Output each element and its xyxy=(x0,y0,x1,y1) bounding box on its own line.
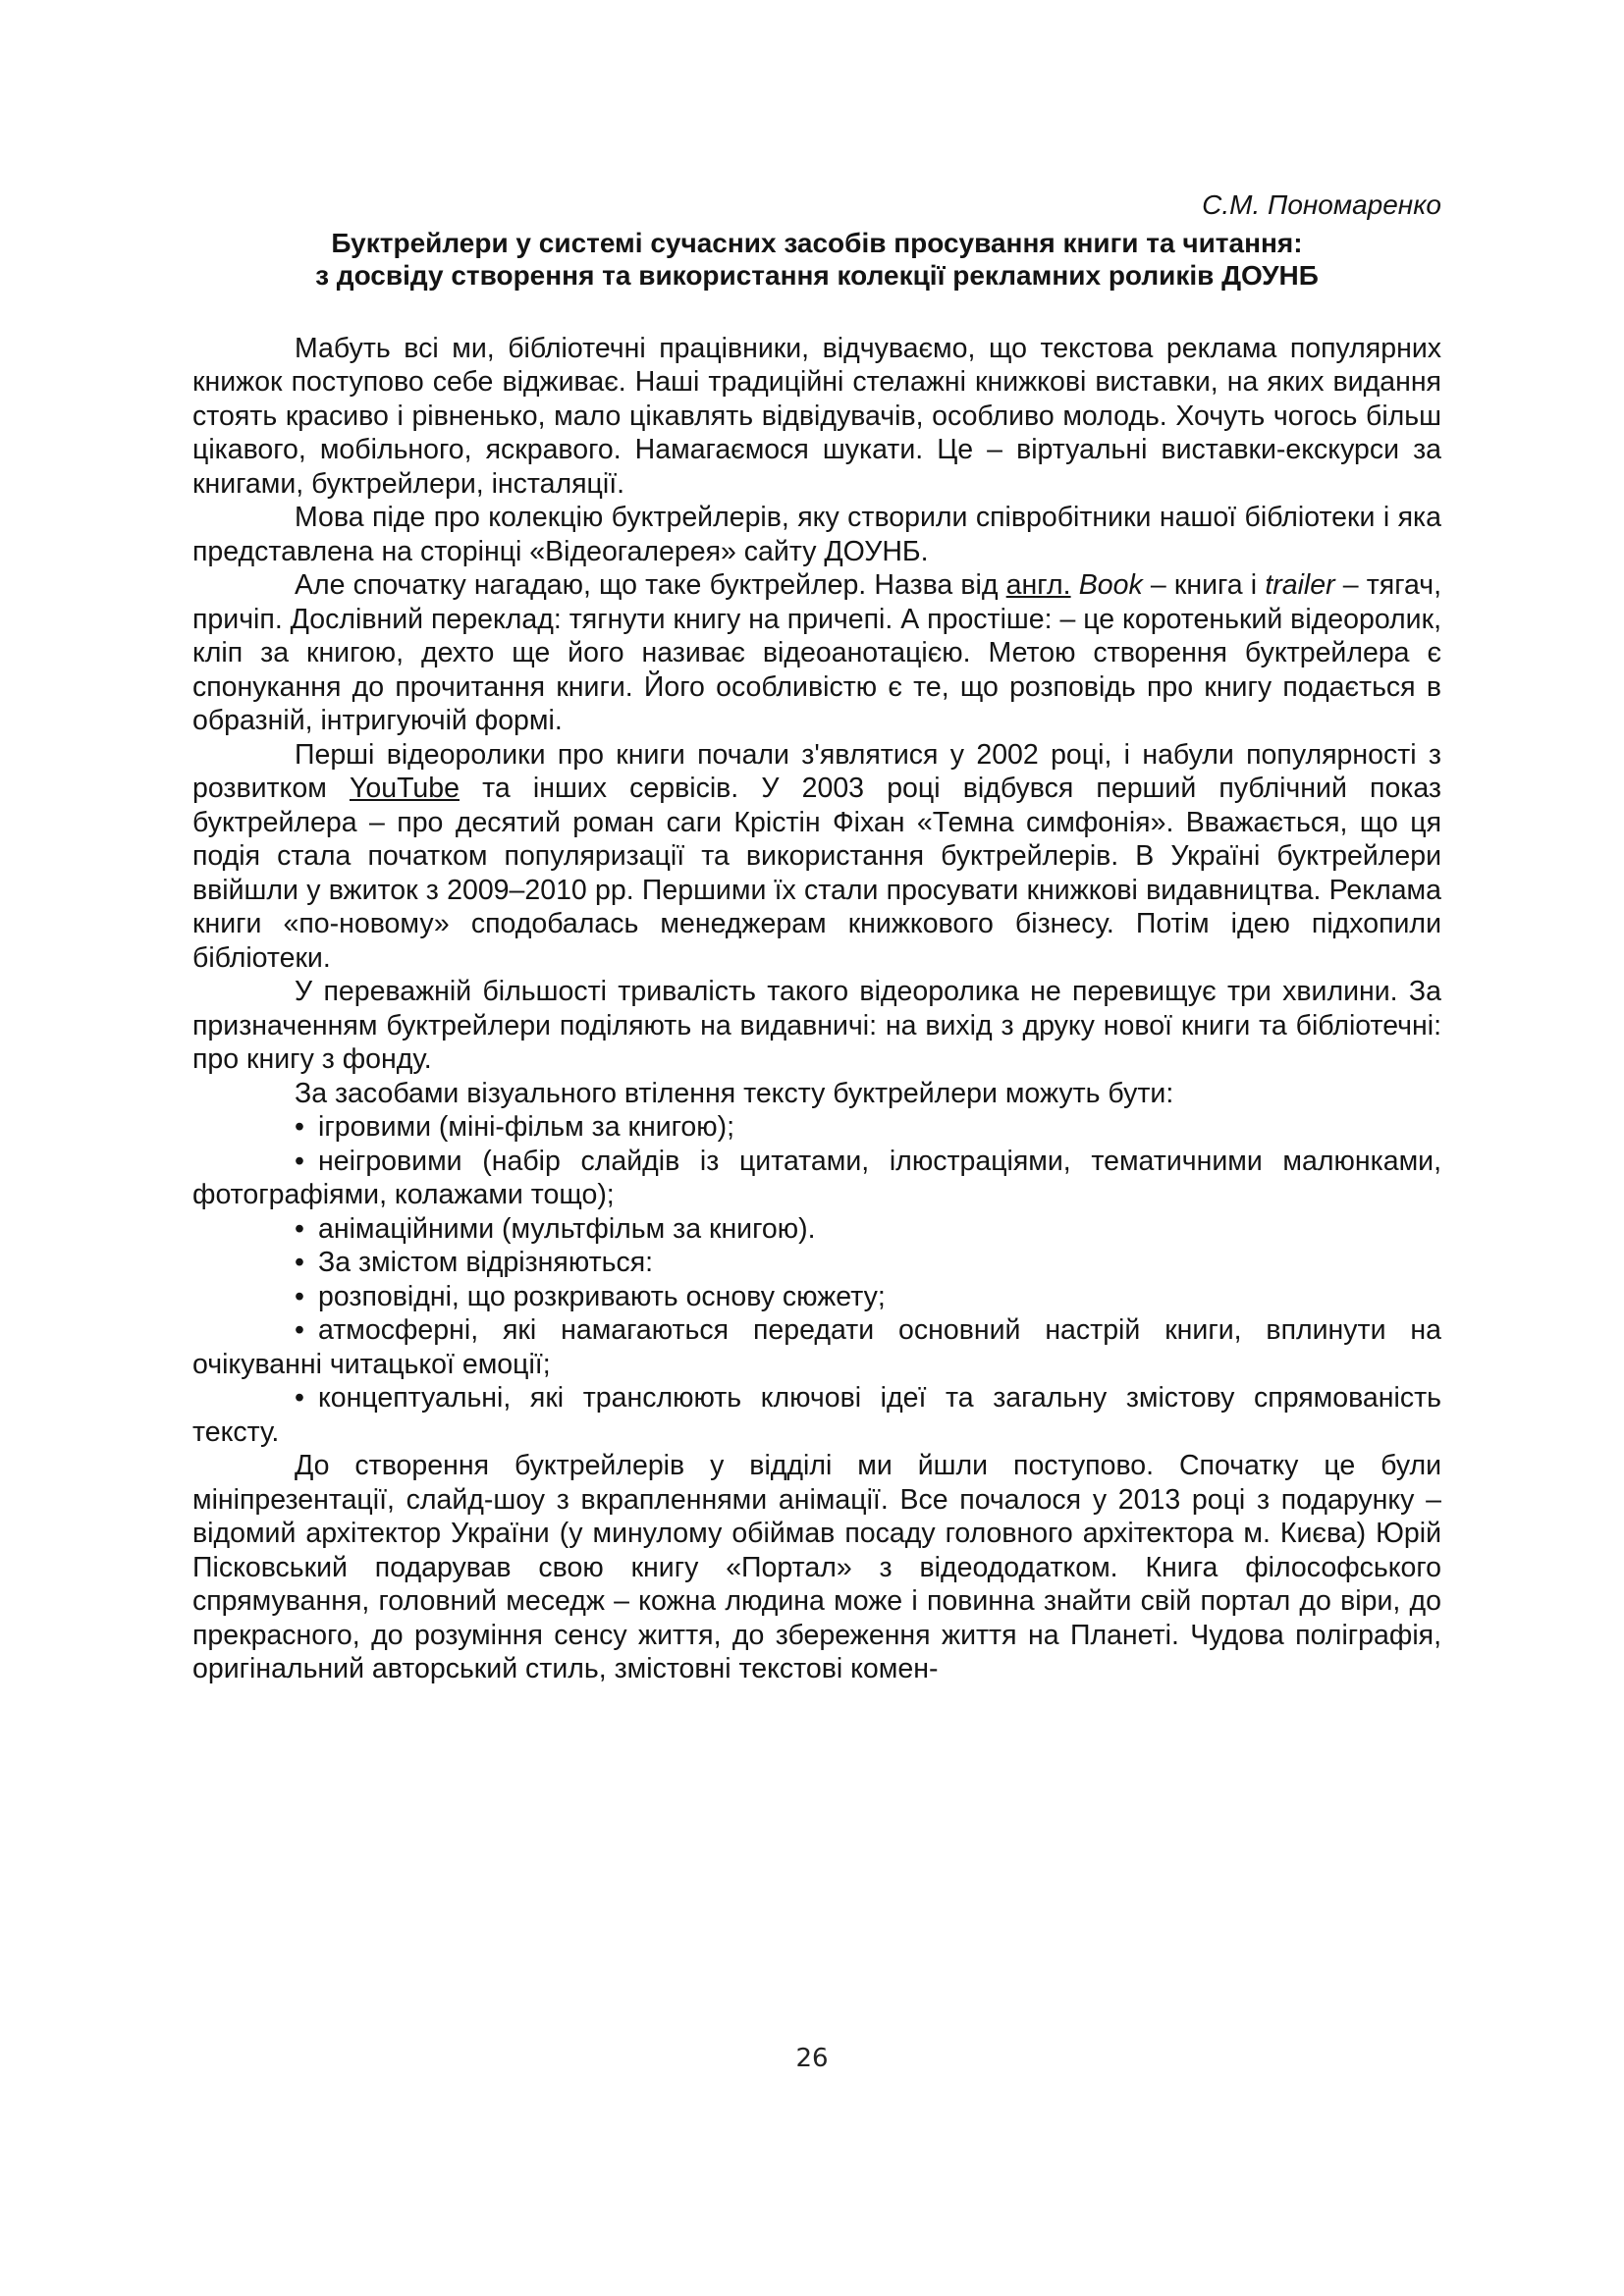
list-item xyxy=(192,1381,1441,1449)
paragraph-5: У переважній більшості тривалість такого відеоролика не перевищує три хвилини. За призначенням буктрейлери поділяють на видавничі: на вихід з друку нової книги та бібліотечні: про книгу з фонду. xyxy=(192,976,1441,1075)
paragraph-4-text-b: та інших сервісів. У 2003 році відбувся перший публічний показ буктрейлера – про десятий роман саги Крістін Фіхан «Темна симфонія». Вважається, що ця подія стала початком популяризації та використання буктрейлерів. В Україні буктрейлери ввійшли у вжиток з 2009–2010 рр. Першими їх стали просувати книжкові видавництва. Реклама книги «по-новому» сподобалась менеджерам книжкового бізнесу. Потім ідею підхопили бібліотеки. xyxy=(192,773,1441,974)
paragraph-4-text-a: Перші відеоролики про книги почали з'являтися у 2002 році, і набули популярності з розвитком xyxy=(192,738,1441,804)
title-line-2: з досвіду створення та використання колекції рекламних роликів ДОУНБ xyxy=(315,259,1319,291)
list-item xyxy=(192,1110,1441,1145)
page-content xyxy=(192,188,1441,1686)
bullet-icon: • xyxy=(295,1314,304,1346)
paragraph-2: Мова піде про колекцію буктрейлерів, яку створили співробітники нашої бібліотеки і яка представлена на сторінці «Відеогалерея» сайту ДОУНБ. xyxy=(192,502,1441,567)
list-item-text: концептуальні, які транслюють ключові ідеї та загальну змістову спрямованість тексту. xyxy=(192,1382,1441,1448)
term-trailer: trailer xyxy=(1265,569,1335,601)
term-book: Book xyxy=(1078,569,1143,601)
author-name: С.М. Пономаренко xyxy=(1202,189,1441,220)
article-body xyxy=(192,332,1441,1686)
list-item xyxy=(192,1145,1441,1212)
list-item-text: анімаційними (мультфільм за книгою). xyxy=(318,1212,816,1245)
list-item-text: За змістом відрізняються: xyxy=(318,1247,654,1278)
paragraph-3-text-a: Але спочатку нагадаю, що таке буктрейлер. Назва від xyxy=(295,569,1006,601)
paragraph-4 xyxy=(192,738,1441,976)
list-item xyxy=(192,1212,1441,1247)
paragraph-7: До створення буктрейлерів у відділі ми йшли поступово. Спочатку це були мініпрезентації, слайд-шоу з вкрапленнями анімації. Все почалося у 2013 році з подарунку – відомий архітектор України (у минулому обіймав посаду головного архітектора м. Києва) Юрій Пісковський подарував свою книгу «Портал» з відеододатком. Книга філософського спрямування, головний меседж – кожна людина може і повинна знайти свій портал до віри, до прекрасного, до розуміння сенсу життя, до збереження життя на Планеті. Чудова поліграфія, оригінальний авторський стиль, змістовні текстові комен- xyxy=(192,1450,1441,1684)
bullet-icon: • xyxy=(295,1382,304,1414)
page-number: 26 xyxy=(795,2044,829,2073)
bullet-icon: • xyxy=(295,1145,304,1177)
abbreviation-link[interactable]: англ. xyxy=(1005,569,1071,601)
paragraph-3-space xyxy=(1071,569,1079,601)
title-line-1: Буктрейлери у системі сучасних засобів просування книги та читання: xyxy=(331,227,1303,258)
bullet-icon: • xyxy=(295,1111,304,1143)
bullet-icon: • xyxy=(295,1247,304,1278)
paragraph-3 xyxy=(192,568,1441,738)
list-item xyxy=(192,1246,1441,1280)
paragraph-3-text-b: – книга і xyxy=(1142,569,1266,601)
paragraph-1: Мабуть всі ми, бібліотечні працівники, відчуваємо, що текстова реклама популярних книжок поступово себе відживає. Наші традиційні стелажні книжкові виставки, на яких видання стоять красиво і рівненько, мало цікавлять відвідувачів, особливо молодь. Хочуть чогось більш цікавого, мобільного, яскравого. Намагаємося шукати. Це – віртуальні виставки-екскурси за книгами, буктрейлери, інсталяції. xyxy=(192,332,1441,500)
list-item xyxy=(192,1313,1441,1381)
list-item-text: розповідні, що розкривають основу сюжету; xyxy=(318,1280,886,1312)
list-item xyxy=(192,1280,1441,1314)
list-item-text: ігровими (міні-фільм за книгою); xyxy=(318,1111,735,1143)
paragraph-3-text-c: – тягач, причіп. Дослівний переклад: тягнути книгу на причепі. А простіше: – це коротенький відеоролик, кліп за книгою, дехто ще його називає відеоанотацією. Метою створення буктрейлера є спонукання до прочитання книги. Його особливістю є те, що розповідь про книгу подається в образній, інтригуючій формі. xyxy=(192,569,1442,736)
bullet-icon: • xyxy=(295,1212,304,1245)
youtube-link[interactable]: YouTube xyxy=(349,773,460,804)
paragraph-6: За засобами візуального втілення тексту буктрейлери можуть бути: xyxy=(295,1077,1174,1109)
bullet-icon: • xyxy=(295,1280,304,1312)
list-item-text: атмосферні, які намагаються передати основний настрій книги, вплинути на очікуванні читацької емоції; xyxy=(192,1314,1441,1380)
list-item-text: неігровими (набір слайдів із цитатами, ілюстраціями, тематичними малюнками, фотографіями, колажами тощо); xyxy=(192,1145,1441,1210)
article-title xyxy=(192,227,1441,292)
